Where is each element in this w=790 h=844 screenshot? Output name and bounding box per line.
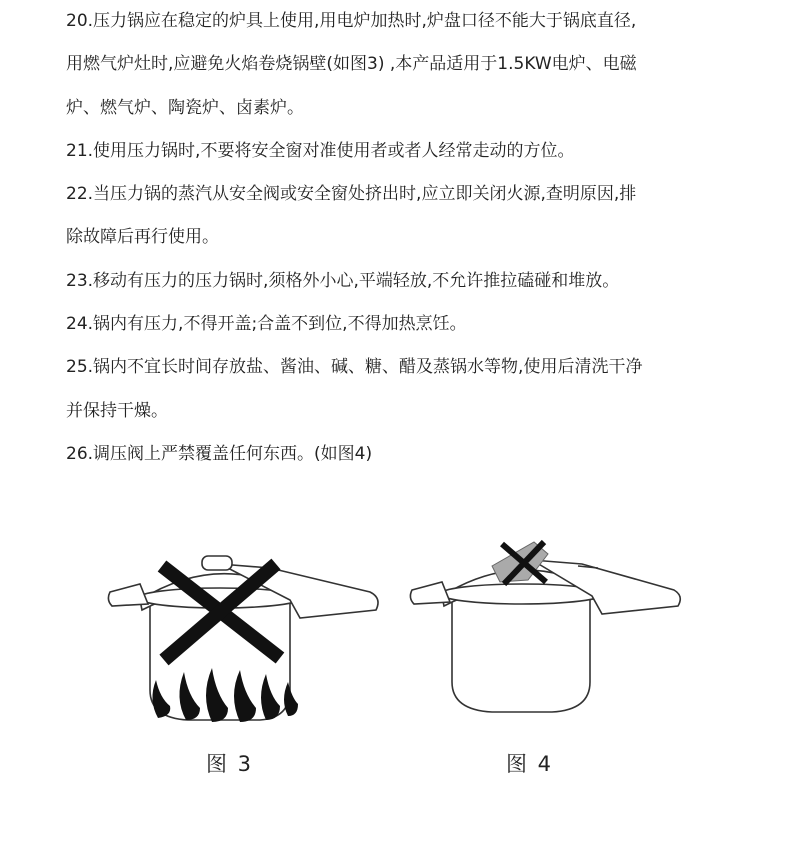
- instruction-26: [66, 433, 756, 476]
- instruction-20-line-2: 用燃气炉灶时,应避免火焰卷烧锅壁(如图3) ,本产品适用于1.5KW电炉、电磁: [66, 54, 637, 75]
- figure-3-cooker-on-flame: [100, 540, 390, 740]
- instruction-21: [66, 130, 756, 173]
- instruction-25-line-1: 25.锅内不宜长时间存放盐、酱油、碱、糖、醋及蒸锅水等物,使用后清洗干净: [66, 357, 643, 378]
- instruction-22: [66, 173, 756, 260]
- instruction-24-line-1: 24.锅内有压力,不得开盖;合盖不到位,不得加热烹饪。: [66, 314, 467, 335]
- instruction-20: [66, 0, 756, 130]
- instruction-25: [66, 346, 756, 433]
- instruction-21-line-1: 21.使用压力锅时,不要将安全窗对准使用者或者人经常走动的方位。: [66, 140, 575, 161]
- instruction-26-line-1: 26.调压阀上严禁覆盖任何东西。(如图4): [66, 443, 373, 464]
- figure-4-caption: 图 4: [506, 752, 554, 776]
- figure-3-caption: 图 3: [206, 752, 254, 776]
- instruction-22-line-1: 22.当压力锅的蒸汽从安全阀或安全窗处挤出时,应立即关闭火源,查明原因,排: [66, 184, 637, 205]
- pressure-cooker-valve-illustration: [402, 532, 692, 732]
- figure-4-covered-valve: [402, 532, 692, 732]
- pressure-cooker-flame-illustration: [100, 540, 390, 740]
- instruction-20-line-1: 20.压力锅应在稳定的炉具上使用,用电炉加热时,炉盘口径不能大于锅底直径,: [66, 11, 637, 31]
- instruction-23: [66, 260, 756, 303]
- instructions-list: [66, 0, 756, 476]
- instruction-24: [66, 303, 756, 346]
- instruction-22-line-2: 除故障后再行使用。: [66, 227, 219, 248]
- instruction-25-line-2: 并保持干燥。: [66, 400, 168, 421]
- instruction-20-line-3: 炉、燃气炉、陶瓷炉、卤素炉。: [66, 97, 304, 118]
- instruction-23-line-1: 23.移动有压力的压力锅时,须格外小心,平端轻放,不允许推拉磕碰和堆放。: [66, 270, 620, 291]
